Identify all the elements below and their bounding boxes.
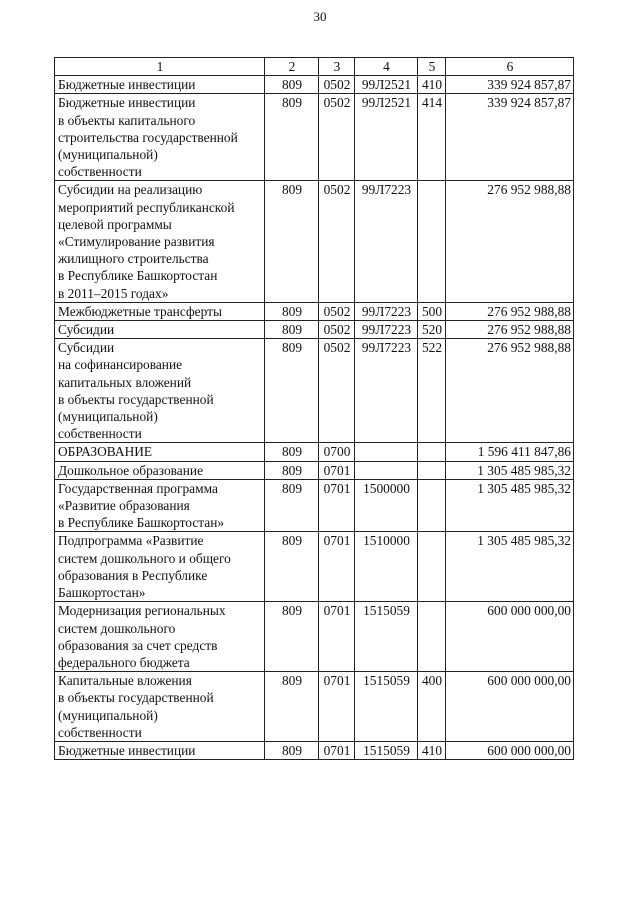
department-code: 809 xyxy=(265,443,319,461)
section-code: 0502 xyxy=(319,339,355,443)
section-code: 0701 xyxy=(319,602,355,672)
table-row xyxy=(55,532,574,602)
item-name: Капитальные вложения в объекты государственной (муниципальной) собственности xyxy=(55,672,265,742)
amount: 339 924 857,87 xyxy=(446,94,574,181)
table-row xyxy=(55,602,574,672)
amount: 276 952 988,88 xyxy=(446,302,574,320)
target-article-code: 99Л2521 xyxy=(355,94,418,181)
item-name: Подпрограмма «Развитие систем дошкольного и общего образования в Республике Башкортостан» xyxy=(55,532,265,602)
item-name: Субсидии xyxy=(55,321,265,339)
column-header-5: 5 xyxy=(418,58,446,76)
amount: 1 305 485 985,32 xyxy=(446,461,574,479)
target-article-code: 1515059 xyxy=(355,741,418,759)
department-code: 809 xyxy=(265,321,319,339)
item-name: Межбюджетные трансферты xyxy=(55,302,265,320)
section-code: 0502 xyxy=(319,321,355,339)
section-code: 0701 xyxy=(319,461,355,479)
amount: 1 305 485 985,32 xyxy=(446,479,574,532)
department-code: 809 xyxy=(265,479,319,532)
department-code: 809 xyxy=(265,461,319,479)
target-article-code: 99Л7223 xyxy=(355,339,418,443)
department-code: 809 xyxy=(265,94,319,181)
item-name: Государственная программа «Развитие образования в Республике Башкортостан» xyxy=(55,479,265,532)
target-article-code: 1515059 xyxy=(355,602,418,672)
department-code: 809 xyxy=(265,181,319,302)
department-code: 809 xyxy=(265,76,319,94)
column-header-3: 3 xyxy=(319,58,355,76)
expense-type-code: 410 xyxy=(418,76,446,94)
expense-type-code: 500 xyxy=(418,302,446,320)
expense-type-code xyxy=(418,181,446,302)
expense-type-code xyxy=(418,532,446,602)
header-row xyxy=(55,58,574,76)
column-header-1: 1 xyxy=(55,58,265,76)
expense-type-code: 400 xyxy=(418,672,446,742)
table-row xyxy=(55,302,574,320)
section-code: 0700 xyxy=(319,443,355,461)
item-name: Бюджетные инвестиции в объекты капитального строительства государственной (муниципальной) собственности xyxy=(55,94,265,181)
expense-type-code xyxy=(418,479,446,532)
table-row xyxy=(55,672,574,742)
department-code: 809 xyxy=(265,672,319,742)
item-name: Субсидии на реализацию мероприятий республиканской целевой программы «Стимулирование развития жилищного строительства в Республике Башкортостан в 2011–2015 годах» xyxy=(55,181,265,302)
item-name: Дошкольное образование xyxy=(55,461,265,479)
section-code: 0701 xyxy=(319,672,355,742)
amount: 276 952 988,88 xyxy=(446,181,574,302)
expense-type-code: 522 xyxy=(418,339,446,443)
expense-type-code: 520 xyxy=(418,321,446,339)
item-name: Модернизация региональных систем дошкольного образования за счет средств федерального бюджета xyxy=(55,602,265,672)
item-name: Субсидии на софинансирование капитальных вложений в объекты государственной (муниципальной) собственности xyxy=(55,339,265,443)
target-article-code: 99Л2521 xyxy=(355,76,418,94)
expense-type-code: 414 xyxy=(418,94,446,181)
department-code: 809 xyxy=(265,532,319,602)
section-code: 0502 xyxy=(319,302,355,320)
table-row xyxy=(55,181,574,302)
table-row xyxy=(55,461,574,479)
target-article-code: 99Л7223 xyxy=(355,321,418,339)
item-name: Бюджетные инвестиции xyxy=(55,741,265,759)
target-article-code xyxy=(355,443,418,461)
page-number: 30 xyxy=(313,9,327,24)
table-row xyxy=(55,94,574,181)
amount: 339 924 857,87 xyxy=(446,76,574,94)
amount: 600 000 000,00 xyxy=(446,602,574,672)
expense-type-code xyxy=(418,443,446,461)
section-code: 0502 xyxy=(319,181,355,302)
amount: 276 952 988,88 xyxy=(446,321,574,339)
target-article-code: 99Л7223 xyxy=(355,181,418,302)
section-code: 0701 xyxy=(319,532,355,602)
section-code: 0502 xyxy=(319,76,355,94)
target-article-code: 1510000 xyxy=(355,532,418,602)
department-code: 809 xyxy=(265,339,319,443)
target-article-code: 99Л7223 xyxy=(355,302,418,320)
table-row xyxy=(55,321,574,339)
target-article-code xyxy=(355,461,418,479)
column-header-6: 6 xyxy=(446,58,574,76)
amount: 600 000 000,00 xyxy=(446,672,574,742)
table-row xyxy=(55,76,574,94)
amount: 276 952 988,88 xyxy=(446,339,574,443)
section-code: 0701 xyxy=(319,479,355,532)
expense-type-code xyxy=(418,461,446,479)
expense-type-code: 410 xyxy=(418,741,446,759)
amount: 600 000 000,00 xyxy=(446,741,574,759)
target-article-code: 1515059 xyxy=(355,672,418,742)
column-header-4: 4 xyxy=(355,58,418,76)
column-header-2: 2 xyxy=(265,58,319,76)
section-code: 0502 xyxy=(319,94,355,181)
amount: 1 596 411 847,86 xyxy=(446,443,574,461)
table-row xyxy=(55,741,574,759)
department-code: 809 xyxy=(265,602,319,672)
target-article-code: 1500000 xyxy=(355,479,418,532)
budget-table xyxy=(54,57,574,760)
item-name: ОБРАЗОВАНИЕ xyxy=(55,443,265,461)
department-code: 809 xyxy=(265,741,319,759)
table-body xyxy=(55,58,574,760)
table-row xyxy=(55,339,574,443)
item-name: Бюджетные инвестиции xyxy=(55,76,265,94)
table-row xyxy=(55,443,574,461)
amount: 1 305 485 985,32 xyxy=(446,532,574,602)
department-code: 809 xyxy=(265,302,319,320)
table-row xyxy=(55,479,574,532)
expense-type-code xyxy=(418,602,446,672)
section-code: 0701 xyxy=(319,741,355,759)
